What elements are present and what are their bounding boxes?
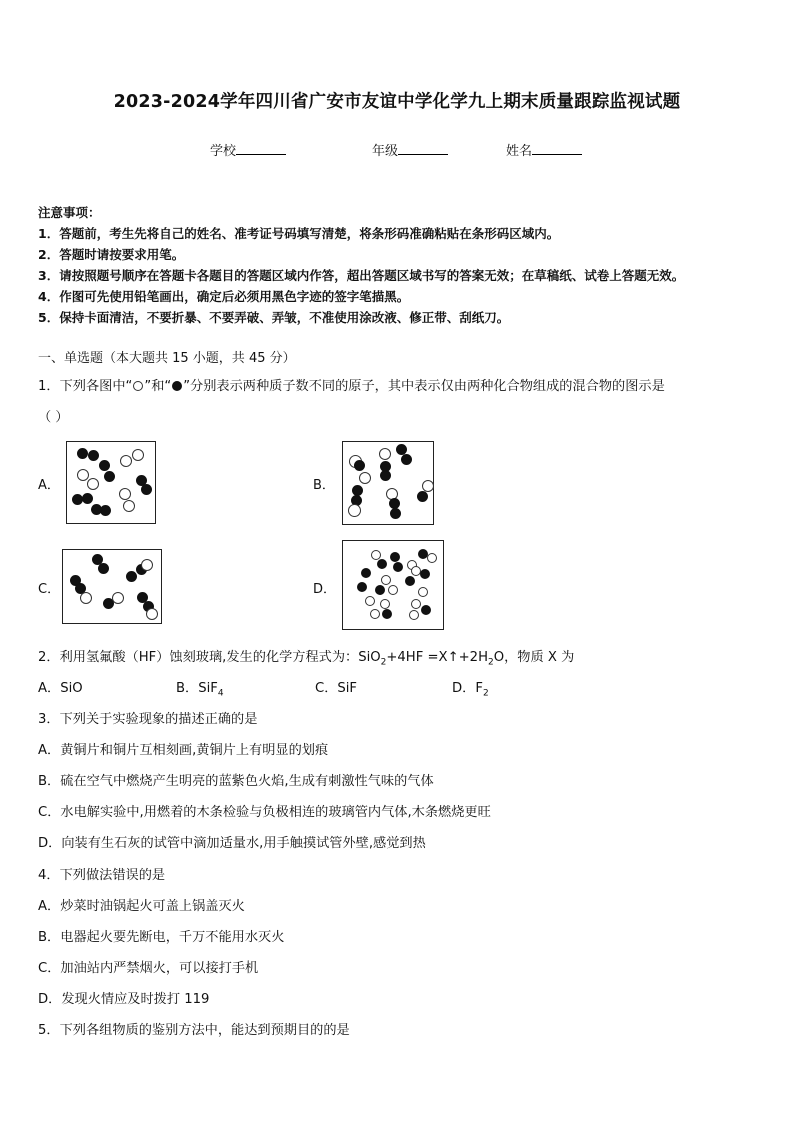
black-atom: [100, 505, 111, 516]
black-atom: [420, 569, 430, 579]
q2-option-text: C．SiF: [315, 681, 358, 696]
black-atom-icon: [172, 381, 182, 391]
question-3-stem: 3．下列关于实验现象的描述正确的是: [38, 712, 258, 727]
notice-item: 5．保持卡面清洁，不要折暴、不要弄破、弄皱，不准使用涂改液、修正带、刮纸刀。: [38, 310, 510, 325]
black-atom: [98, 563, 109, 574]
white-atom: [370, 609, 380, 619]
black-atom: [377, 559, 387, 569]
notice-item: 2．答题时请按要求用笔。: [38, 247, 185, 262]
white-atom: [365, 596, 375, 606]
q2-text-part: O，物质 X 为: [493, 650, 575, 665]
q3-option-b: B．硫在空气中燃烧产生明亮的蓝紫色火焰,生成有刺激性气味的气体: [38, 774, 434, 789]
black-atom: [390, 552, 400, 562]
option-c-label: C．: [38, 582, 61, 597]
name-blank: [532, 142, 582, 155]
q4-option-a: A．炒菜时油锅起火可盖上锅盖灭火: [38, 899, 245, 914]
black-atom: [361, 568, 371, 578]
grade-field: [372, 140, 448, 159]
white-atom: [119, 488, 131, 500]
white-atom: [380, 599, 390, 609]
notice-item: 3．请按照题号顺序在答题卡各题目的答题区域内作答，超出答题区域书写的答案无效；在草稿纸、试卷上答题无效。: [38, 268, 685, 283]
q2-text-part: +4HF =X↑+2H: [386, 650, 488, 665]
white-atom: [123, 500, 135, 512]
white-atom: [348, 504, 361, 517]
school-blank: [236, 142, 286, 155]
black-atom: [382, 609, 392, 619]
black-atom: [99, 460, 110, 471]
white-atom: [141, 559, 153, 571]
black-atom: [375, 585, 385, 595]
q4-option-d: D．发现火情应及时拨打 119: [38, 992, 210, 1007]
white-atom: [388, 585, 398, 595]
q3-option-c: C．水电解实验中,用燃着的木条检验与负极相连的玻璃管内气体,木条燃烧更旺: [38, 805, 491, 820]
q4-option-b: B．电器起火要先断电，千万不能用水灭火: [38, 930, 285, 945]
q1-text-part: ”和“: [144, 379, 172, 394]
black-atom: [421, 605, 431, 615]
black-atom: [354, 460, 365, 471]
name-label: 姓名: [506, 144, 533, 159]
black-atom: [357, 582, 367, 592]
white-atom: [409, 610, 419, 620]
school-label: 学校: [210, 144, 237, 159]
white-atom: [146, 608, 158, 620]
q4-option-c: C．加油站内严禁烟火，可以接打手机: [38, 961, 259, 976]
name-field: [506, 140, 582, 159]
diagram-d: [342, 540, 444, 630]
diagram-c: [62, 549, 162, 624]
black-atom: [401, 454, 412, 465]
black-atom: [77, 448, 88, 459]
grade-blank: [398, 142, 448, 155]
black-atom: [393, 562, 403, 572]
white-atom: [427, 553, 437, 563]
black-atom: [380, 470, 391, 481]
black-atom: [82, 493, 93, 504]
q2-option-text: A．SiO: [38, 681, 83, 696]
q2-text-part: 2．利用氢氟酸（HF）蚀刻玻璃,发生的化学方程式为：SiO: [38, 650, 381, 665]
white-atom: [77, 469, 89, 481]
grade-label: 年级: [372, 144, 399, 159]
q2-option-text: D．F: [452, 681, 483, 696]
question-2-stem: [38, 646, 574, 668]
white-atom: [359, 472, 371, 484]
q2-option-d: [452, 677, 489, 699]
white-atom: [80, 592, 92, 604]
black-atom: [126, 571, 137, 582]
white-atom: [112, 592, 124, 604]
white-atom: [381, 575, 391, 585]
black-atom: [104, 471, 115, 482]
q2-option-a: [38, 677, 83, 696]
black-atom: [141, 484, 152, 495]
school-field: [210, 140, 286, 159]
q3-option-a: A．黄铜片和铜片互相刻画,黄铜片上有明显的划痕: [38, 743, 329, 758]
black-atom: [405, 576, 415, 586]
q1-text-part: 1．下列各图中“: [38, 379, 133, 394]
black-atom: [417, 491, 428, 502]
q2-option-c: [315, 677, 357, 696]
option-b-label: B．: [313, 478, 335, 493]
q2-option-subscript: 4: [217, 688, 224, 699]
option-d-label: D．: [313, 582, 337, 597]
black-atom: [390, 508, 401, 519]
white-atom: [120, 455, 132, 467]
notice-heading: 注意事项：: [38, 205, 101, 220]
q3-option-d: D．向装有生石灰的试管中滴加适量水,用手触摸试管外壁,感觉到热: [38, 836, 426, 851]
q2-option-b: [176, 677, 224, 699]
page-title: 2023-2024学年四川省广安市友谊中学化学九上期末质量跟踪监视试题: [113, 92, 681, 112]
q2-option-text: B．SiF: [176, 681, 218, 696]
white-atom: [379, 448, 391, 460]
question-1-paren: （ ）: [38, 410, 69, 425]
white-atom-icon: [133, 381, 143, 391]
diagram-b: [342, 441, 434, 525]
white-atom: [87, 478, 99, 490]
black-atom: [88, 450, 99, 461]
notice-item: 4．作图可先使用铅笔画出，确定后必须用黑色字迹的签字笔描黑。: [38, 289, 410, 304]
question-5-stem: 5．下列各组物质的鉴别方法中，能达到预期目的的是: [38, 1023, 350, 1038]
question-1-stem: [38, 375, 665, 394]
notice-item: 1．答题前，考生先将自己的姓名、准考证号码填写清楚，将条形码准确粘贴在条形码区域内。: [38, 226, 560, 241]
white-atom: [411, 599, 421, 609]
q2-subscript: 2: [487, 657, 494, 668]
q2-option-subscript: 2: [482, 688, 489, 699]
q2-subscript: 2: [380, 657, 387, 668]
q1-text-part: ”分别表示两种质子数不同的原子，其中表示仅由两种化合物组成的混合物的图示是: [183, 379, 665, 394]
option-a-label: A．: [38, 478, 60, 493]
white-atom: [132, 449, 144, 461]
white-atom: [418, 587, 428, 597]
diagram-a: [66, 441, 156, 524]
question-4-stem: 4．下列做法错误的是: [38, 868, 166, 883]
section-heading: 一、单选题（本大题共 15 小题，共 45 分）: [38, 351, 296, 366]
